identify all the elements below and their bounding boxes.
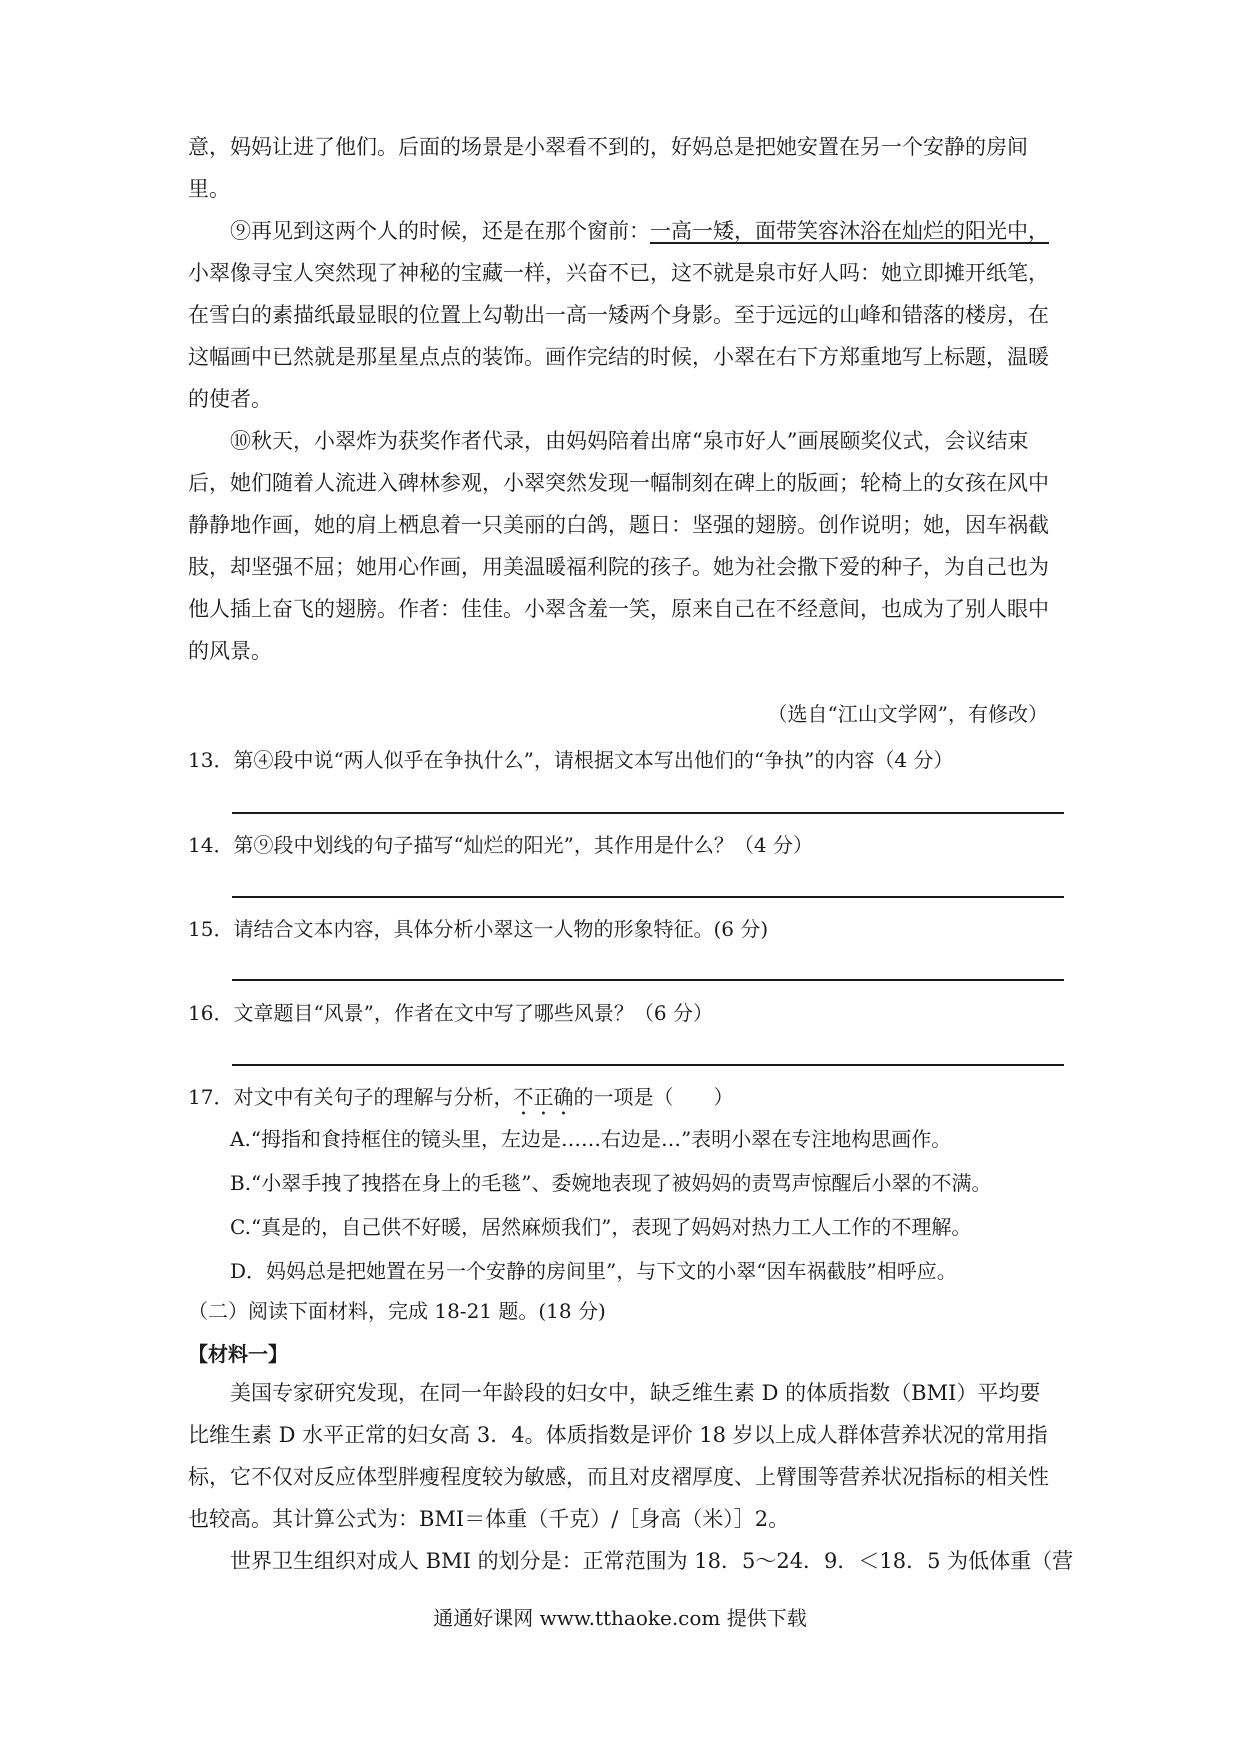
option-c[interactable]: C.“真是的，自己供不好暖，居然麻烦我们”，表现了妈妈对热力工人工作的不理解。 xyxy=(230,1215,972,1239)
question-17-prefix: 17．对文中有关句子的理解与分析， xyxy=(188,1085,514,1109)
section-2-heading: （二）阅读下面材料，完成 18-21 题。(18 分) xyxy=(188,1299,606,1323)
material-1-title: 【材料一】 xyxy=(188,1342,288,1366)
material-1-paragraph-1 xyxy=(188,1372,1058,1540)
option-d[interactable]: D．妈妈总是把她置在另一个安静的房间里”，与下文的小翠“因车祸截肢”相呼应。 xyxy=(230,1259,957,1283)
paragraph-10-text: ⑩秋天，小翠炸为获奖作者代录，由妈妈陪着出席“泉市好人”画展颐奖仪式，会议结束后，她们随着人流进入碑林参观，小翠突然发现一幅制刻在碑上的版画；轮椅上的女孩在风中静静地作画，她的肩上栖息着一只美丽的白鸽，题日：坚强的翅膀。创作说明；她，因车祸截肢，却坚强不屈；她用心作画，用美温暖福利院的孩子。她为社会撒下爱的种子，为自己也为他人插上奋飞的翅膀。作者：佳佳。小翠含羞一笑，原来自己在不经意间，也成为了别人眼中的风景。 xyxy=(188,429,1049,663)
material-1-paragraph-2 xyxy=(188,1540,1074,1582)
story-paragraph-10 xyxy=(188,420,1058,672)
question-17-emphasis: 不正确 xyxy=(513,1085,574,1109)
answer-line-16[interactable] xyxy=(232,1064,1064,1066)
option-b[interactable]: B.“小翠手拽了拽搭在身上的毛毯”、委婉地表现了被妈妈的责骂声惊醒后小翠的不满。 xyxy=(230,1171,992,1195)
question-15: 15．请结合文本内容，具体分析小翠这一人物的形象特征。(6 分) xyxy=(188,917,769,941)
question-13: 13．第④段中说“两人似乎在争执什么”，请根据文本写出他们的“争执”的内容（4 分） xyxy=(188,748,954,772)
story-paragraph-9 xyxy=(188,210,1058,420)
answer-line-13[interactable] xyxy=(232,812,1064,814)
question-17 xyxy=(188,1082,1068,1120)
source-citation: （选自“江山文学网”，有修改） xyxy=(767,702,1048,726)
paragraph-9-text-b: 小翠像寻宝人突然现了神秘的宝藏一样，兴奋不已，这不就是泉市好人吗：她立即摊开纸笔，在雪白的素描纸最显眼的位置上勾勒出一高一矮两个身影。至于远远的山峰和错落的楼房，在这幅画中已然就是那星星点点的装饰。画作完结的时候，小翠在右下方郑重地写上标题，温暖的使者。 xyxy=(188,261,1049,411)
option-a[interactable]: A.“拇指和食持框住的镜头里，左边是……右边是…”表明小翠在专注地构思画作。 xyxy=(230,1127,952,1151)
paragraph-9-text-a: ⑨再见到这两个人的时候，还是在那个窗前： xyxy=(230,219,650,243)
material-1-text-2: 世界卫生组织对成人 BMI 的划分是：正常范围为 18．5～24．9．＜18．5 为低体重（营 xyxy=(230,1549,1074,1573)
story-line: 意，妈妈让进了他们。后面的场景是小翠看不到的，好妈总是把她安置在另一个安静的房间 xyxy=(188,135,1028,159)
story-paragraph-continued xyxy=(188,126,1058,210)
question-16: 16．文章题目“风景”，作者在文中写了哪些风景？（6 分） xyxy=(188,1001,713,1025)
answer-line-14[interactable] xyxy=(232,896,1064,898)
story-line: 里。 xyxy=(188,177,230,201)
question-17-suffix: 的一项是（ ） xyxy=(573,1085,734,1109)
underlined-sentence: 一高一矮，面带笑容沐浴在灿烂的阳光中， xyxy=(650,219,1049,243)
material-1-text-1: 美国专家研究发现，在同一年龄段的妇女中，缺乏维生素 D 的体质指数（BMI）平均要比维生素 D 水平正常的妇女高 3．4。体质指数是评价 18 岁以上成人群体营养状况的常用指标，它不仅对反应体型胖瘦程度较为敏感，而且对皮褶厚度、上臂围等营养状况指标的相关性也较高。其计算公式为：BMI＝体重（千克）/［身高（米）］2。 xyxy=(188,1381,1049,1531)
question-14: 14．第⑨段中划线的句子描写“灿烂的阳光”，其作用是什么？（4 分） xyxy=(188,833,813,857)
page-footer: 通通好课网 www.tthaoke.com 提供下载 xyxy=(433,1606,807,1630)
answer-line-15[interactable] xyxy=(232,979,1064,981)
